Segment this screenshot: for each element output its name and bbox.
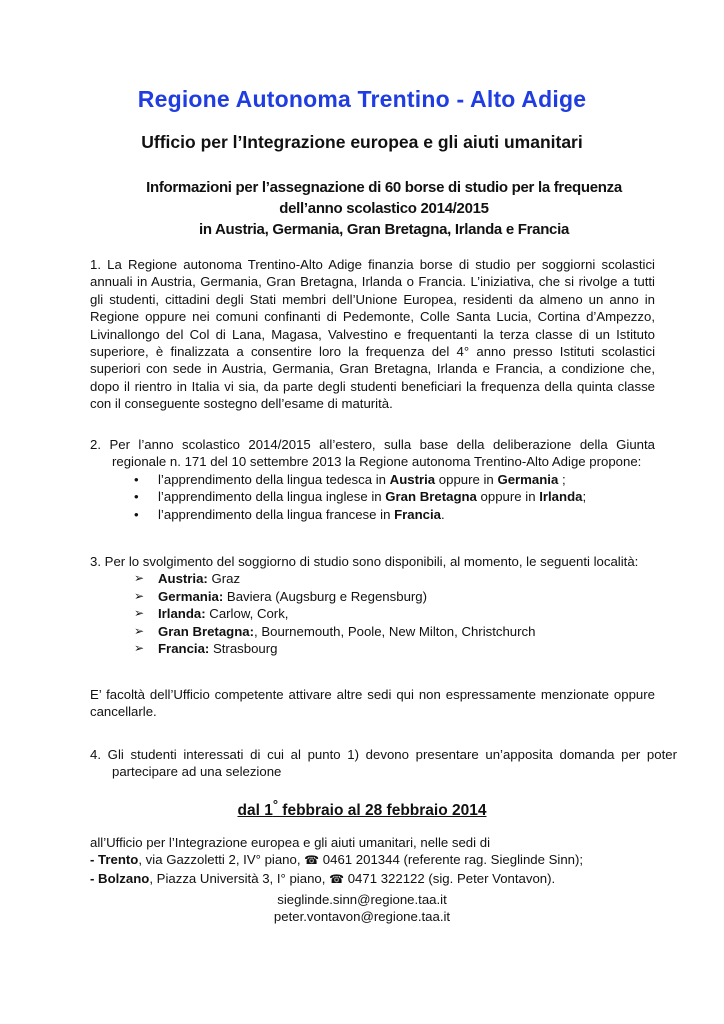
country-label: Irlanda: [158,606,206,622]
locations-list [90,570,655,657]
section-3-intro: 3. Per lo svolgimento del soggiorno di studio sono disponibili, al momento, le seguenti località: [90,554,639,569]
language-list [90,471,655,523]
country-name: Gran Bretagna [385,489,477,505]
arrow-bullet-icon: ➢ [134,606,145,621]
section-4-paragraph: 4. Gli studenti interessati di cui al punto 1) devono presentare un’apposita domanda per poter partecipare ad una selezione [90,747,677,780]
phone-icon: ☎ [329,871,345,886]
contacts-intro: all’Ufficio per l’Integrazione europea e gli aiuti umanitari, nelle sedi di [90,835,491,850]
info-heading-line-3: in Austria, Germania, Gran Bretagna, Irlanda e Francia [198,221,570,238]
note-paragraph: E’ facoltà dell’Ufficio competente attivare altre sedi qui non espressamente menzionate oppure cancellarle. [90,687,655,720]
arrow-bullet-icon: ➢ [134,588,145,603]
bullet-icon: • [134,506,139,522]
email-list [0,891,724,925]
country-name: Francia [394,506,441,522]
address-text: , Piazza Università 3, I° piano, [149,870,330,886]
list-item [134,640,655,657]
list-item [134,506,655,523]
address-text: , via Gazzoletti 2, IV° piano, [138,852,305,868]
location-text: Baviera (Augsburg e Regensburg) [223,588,428,604]
location-text: , Bournemouth, Poole, New Milton, Christchurch [254,623,536,639]
list-item-text: oppure in [435,471,498,487]
contact-trento [90,851,655,869]
country-name: Austria [389,471,436,487]
phone-text: 0471 322122 (sig. Peter Vontavon). [344,870,556,886]
office-subtitle: Ufficio per l’Integrazione europea e gli aiuti umanitari [141,132,583,152]
deadline-text: febbraio al 28 febbraio 2014 [278,802,487,820]
contacts-section [90,834,655,888]
email-link-sinn[interactable]: sieglinde.sinn@regione.taa.it [277,892,447,907]
degree-sign: ° [272,797,278,812]
arrow-bullet-icon: ➢ [134,641,145,656]
location-text: Graz [207,571,241,587]
page-title: Regione Autonoma Trentino - Alto Adige [137,86,587,112]
arrow-bullet-icon: ➢ [134,623,145,638]
info-heading-line-2: dell’anno scolastico 2014/2015 [279,200,489,217]
section-2-intro: 2. Per l’anno scolastico 2014/2015 all’estero, sulla base della deliberazione della Giunta regionale n. 171 del 10 settembre 2013 la Regione autonoma Trentino-Alto Adige propone: [90,437,655,470]
section-1-paragraph: 1. La Regione autonoma Trentino-Alto Adige finanzia borse di studio per soggiorni scolastici annuali in Austria, Germania, Gran Bretagna, Irlanda o Francia. L’iniziativa, che si rivolge a tutti gli studenti, cittadini degli Stati membri dell’Unione Europea, residenti da almeno un anno in Regione oppure nei comuni confinanti di Pedemonte, Colle Santa Lucia, Cortina d’Ampezzo, Livinallongo del Col di Lana, Magasa, Valvestino e frequentanti la terza classe di un Istituto superiore, è finalizzata a consentire loro la frequenza del 4° anno presso Istituti scolastici superiori con sede in Austria, Germania, Gran Bretagna, Irlanda e Francia, a condizione che, dopo il rientro in Italia vi sia, da parte degli studenti beneficiari la frequenza della quinta classe con il conseguente sostegno dell’esame di maturità. [90,257,655,412]
country-label: Germania: [158,588,224,604]
email-link-vontavon[interactable]: peter.vontavon@regione.taa.it [273,909,451,924]
location-text: Carlow, Cork, [205,606,289,622]
list-item-text: ; [582,489,587,505]
section-2 [90,436,655,523]
deadline-heading [0,797,724,820]
list-item-text: oppure in [476,489,540,505]
list-item-text: ; [558,471,566,487]
city-label: - Bolzano [90,870,150,886]
arrow-bullet-icon: ➢ [134,571,145,586]
list-item-text: . [440,506,445,522]
bullet-icon: • [134,471,139,487]
bullet-icon: • [134,489,139,505]
list-item [134,471,655,488]
list-item [134,588,655,605]
deadline-text: dal 1 [237,802,273,820]
list-item [134,605,655,622]
info-heading [92,177,676,240]
info-heading-line-1: Informazioni per l’assegnazione di 60 borse di studio per la frequenza [146,179,622,196]
phone-icon: ☎ [304,853,320,868]
list-item [134,623,655,640]
phone-text: 0461 201344 (referente rag. Sieglinde Sinn); [319,852,584,868]
contact-bolzano [90,870,655,888]
list-item [134,570,655,587]
list-item-text: l’apprendimento della lingua tedesca in [158,471,390,487]
city-label: - Trento [90,852,139,868]
section-3 [90,553,655,657]
list-item [134,488,655,505]
list-item-text: l’apprendimento della lingua inglese in [158,489,386,505]
country-name: Irlanda [539,489,583,505]
country-label: Francia: [158,641,210,657]
list-item-text: l’apprendimento della lingua francese in [158,506,395,522]
country-name: Germania [497,471,559,487]
country-label: Gran Bretagna: [158,623,254,639]
location-text: Strasbourg [209,641,278,657]
country-label: Austria: [158,571,208,587]
